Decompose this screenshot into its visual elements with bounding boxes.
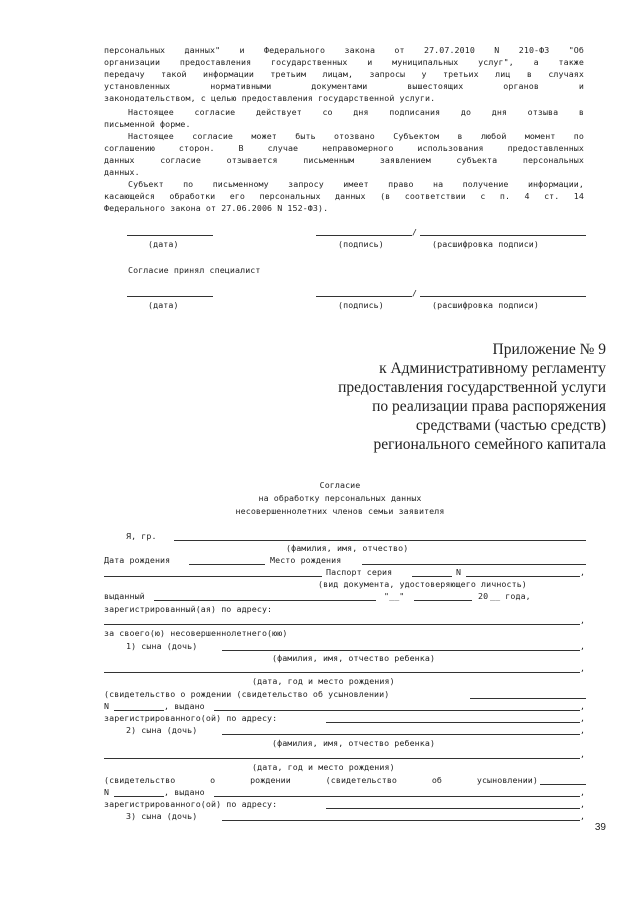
passport-series-input-line[interactable] — [412, 576, 452, 577]
child-1-address-input-line[interactable] — [326, 722, 580, 723]
appendix-header — [338, 340, 606, 454]
form-subtitle: несовершеннолетних членов семьи заявителя — [235, 506, 445, 516]
appendix-line: к Административному регламенту — [379, 360, 606, 377]
specialist-label: Согласие принял специалист — [128, 265, 261, 275]
birth-place-input-line[interactable] — [362, 564, 586, 565]
document-type-input-line[interactable] — [104, 576, 322, 577]
form-subtitle: на обработку персональных данных — [258, 493, 422, 503]
comma: , — [580, 749, 586, 759]
paragraph-validity — [104, 106, 584, 130]
comma: , — [580, 701, 586, 711]
paragraph-subject-rights — [104, 178, 584, 214]
date-place-birth-caption: (дата, год и место рождения) — [252, 676, 395, 686]
text-line: Настоящее согласие может быть отозвано Субъектом в любой момент по — [128, 131, 584, 141]
child-1-fio-input-line[interactable] — [222, 650, 580, 651]
child-1-label: 1) сына (дочь) — [126, 641, 198, 651]
text-line: соглашению сторон. В случае неправомерного использования предоставленных — [104, 143, 584, 153]
child-fio-caption: (фамилия, имя, отчество ребенка) — [272, 653, 436, 663]
year-suffix: __ года, — [490, 591, 531, 601]
date-caption: (дата) — [148, 300, 179, 310]
child-2-fio-input-line[interactable] — [222, 734, 580, 735]
passport-series-label: Паспорт серия — [326, 567, 393, 577]
document-caption: (вид документа, удостоверяющего личность) — [318, 579, 527, 589]
text-line: Субъект по письменному запросу имеет право на получение информации, — [128, 179, 584, 189]
issued-by-input-line[interactable] — [154, 600, 376, 601]
signature-decode-caption: (расшифровка подписи) — [432, 239, 539, 249]
text-line: письменной форме. — [104, 119, 191, 129]
child-2-label: 2) сына (дочь) — [126, 725, 198, 735]
signature-decode-line — [420, 235, 586, 236]
appendix-line: средствами (частью средств) — [415, 417, 606, 434]
birth-certificate-label: (свидетельство о рождении (свидетельство об усыновлении) — [104, 689, 390, 699]
child-2-certificate-number-input-line[interactable] — [114, 796, 164, 797]
birth-date-label: Дата рождения — [104, 555, 171, 565]
registered-label: зарегистрированный(ая) по адресу: — [104, 604, 273, 614]
appendix-line: предоставления государственной услуги — [338, 379, 606, 396]
passport-number-input-line[interactable] — [466, 576, 580, 577]
text-line: Федерального закона от 27.06.2006 N 152-ФЗ). — [104, 203, 329, 213]
issued-short-label: , выдано — [164, 787, 205, 797]
citizen-label: Я, гр. — [126, 531, 157, 541]
page-number: 39 — [594, 822, 606, 833]
issue-day: "__" — [384, 591, 405, 601]
certificate-number-label: N — [104, 701, 110, 711]
child-2-birth-input-line[interactable] — [104, 758, 580, 759]
comma: , — [580, 811, 586, 821]
issue-month-input-line[interactable] — [414, 600, 472, 601]
for-minor-label: за своего(ю) несовершеннолетнего(юю) — [104, 628, 288, 638]
birth-place-label: Место рождения — [270, 555, 342, 565]
text-line: касающейся обработки его персональных данных (в соответствии с п. 4 ст. 14 — [104, 191, 584, 201]
child-fio-caption: (фамилия, имя, отчество ребенка) — [272, 738, 436, 748]
child-1-certificate-number-input-line[interactable] — [114, 710, 164, 711]
passport-number-label: N — [456, 567, 462, 577]
child-3-label: 3) сына (дочь) — [126, 811, 198, 821]
fio-input-line[interactable] — [174, 540, 586, 541]
birth-date-input-line[interactable] — [189, 564, 265, 565]
comma: , — [580, 615, 586, 625]
appendix-line: по реализации права распоряжения — [372, 398, 606, 415]
comma: , — [580, 663, 586, 673]
slash: / — [412, 227, 418, 237]
appendix-line: регионального семейного капитала — [373, 436, 606, 453]
signature-decode-caption: (расшифровка подписи) — [432, 300, 539, 310]
child-1-certificate-input-line[interactable] — [470, 698, 586, 699]
comma: , — [580, 713, 586, 723]
birth-certificate-label: (свидетельство о рождении (свидетельство об усыновлении) — [104, 775, 538, 785]
certificate-number-label: N — [104, 787, 110, 797]
issued-short-label: , выдано — [164, 701, 205, 711]
appendix-line: Приложение № 9 — [492, 341, 606, 358]
signature-decode-line — [420, 296, 586, 297]
text-line: установленных нормативными документами вышестоящих органов и — [104, 81, 584, 91]
paragraph-withdrawal — [104, 130, 584, 178]
child-2-issued-by-input-line[interactable] — [214, 796, 580, 797]
registered-child-label: зарегистрированного(ой) по адресу: — [104, 799, 278, 809]
text-line: передачу такой информации третьим лицам, запросы у третьих лиц в случаях — [104, 69, 584, 79]
address-input-line[interactable] — [104, 624, 580, 625]
signature-line — [316, 235, 412, 236]
form-title: Согласие — [319, 480, 361, 490]
child-3-fio-input-line[interactable] — [222, 820, 580, 821]
signature-line — [316, 296, 412, 297]
signature-caption: (подпись) — [338, 239, 384, 249]
registered-child-label: зарегистрированного(ой) по адресу: — [104, 713, 278, 723]
child-2-certificate-input-line[interactable] — [540, 784, 586, 785]
comma: , — [580, 787, 586, 797]
fio-caption: (фамилия, имя, отчество) — [286, 543, 409, 553]
date-caption: (дата) — [148, 239, 179, 249]
text-line: данных согласие отзывается письменным заявлением субъекта персональных — [104, 155, 584, 165]
slash: / — [412, 288, 418, 298]
year-prefix: 20 — [478, 591, 489, 601]
paragraph-consent-purpose — [104, 44, 584, 104]
issued-label: выданный — [104, 591, 145, 601]
text-line: персональных данных" и Федерального закона от 27.07.2010 N 210-ФЗ "Об — [104, 45, 584, 55]
signature-caption: (подпись) — [338, 300, 384, 310]
comma: , — [580, 725, 586, 735]
text-line: законодательством, с целью предоставления государственной услуги. — [104, 93, 436, 103]
comma: , — [580, 799, 586, 809]
comma: , — [580, 567, 586, 577]
date-line — [127, 296, 213, 297]
text-line: Настоящее согласие действует со дня подписания до дня отзыва в — [128, 107, 584, 117]
comma: , — [580, 641, 586, 651]
child-1-issued-by-input-line[interactable] — [214, 710, 580, 711]
child-2-address-input-line[interactable] — [326, 808, 580, 809]
date-place-birth-caption: (дата, год и место рождения) — [252, 762, 395, 772]
text-line: данных. — [104, 167, 140, 177]
date-line — [127, 235, 213, 236]
text-line: организации предоставления государственных и муниципальных услуг", а также — [104, 57, 584, 67]
child-1-birth-input-line[interactable] — [104, 672, 580, 673]
